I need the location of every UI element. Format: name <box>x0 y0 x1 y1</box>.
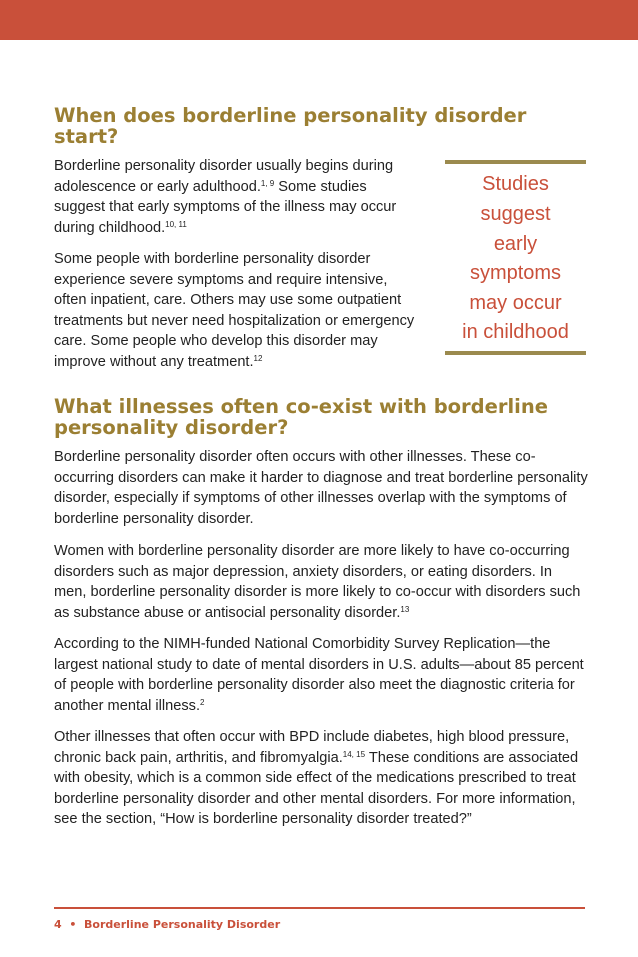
pull-quote-bottom-rule <box>445 351 586 355</box>
paragraph-other-illnesses: Other illnesses that often occur with BPD include diabetes, high blood pressure, chronic back pain, arthritis, and fibromyalgia.$^{14, 15}$ These conditions are associated with obesity, which is a common side effect of the medications prescribed to treat borderline personality disorder and other mental disorders. For more information, see the section, “How is borderline personality disorder treated?” <box>54 729 579 827</box>
citation: 14, 15 <box>342 749 366 759</box>
citation: 13 <box>400 604 410 614</box>
pull-quote-line: Studies <box>482 173 549 195</box>
pull-quote-line: in childhood <box>462 321 569 343</box>
page-footer <box>54 918 280 931</box>
pull-quote-top-rule <box>445 160 586 164</box>
page-number: 4 <box>54 918 62 931</box>
citation: 2 <box>200 697 205 707</box>
pull-quote-line: suggest <box>480 203 551 225</box>
top-color-band <box>0 0 638 40</box>
paragraph-treatment-severity: Some people with borderline personality disorder experience severe symptoms and require intensive, often inpatient, care. Others may use some outpatient treatments but never need hospitalization or emergency care. Some people who develop this disorder may improve without any treatment.$^{12}$ <box>54 251 415 370</box>
pull-quote-line: may occur <box>469 292 562 314</box>
section-heading-start: When does borderline personality disorder start? <box>54 104 527 148</box>
footer-rule <box>54 907 585 909</box>
paragraph-women-men: Women with borderline personality disorder are more likely to have co-occurring disorders such as major depression, anxiety disorders, or eating disorders. In men, borderline personality disorder is more likely to co-occur with disorders such as substance abuse or antisocial personality disorder.$^{13}$ <box>54 543 581 621</box>
citation: 1, 9 <box>260 178 275 188</box>
pull-quote-line: symptoms <box>469 262 562 284</box>
citation: 12 <box>253 353 263 363</box>
pull-quote-line: early <box>493 233 538 255</box>
footer-title: Borderline Personality Disorder <box>84 918 281 931</box>
paragraph-co-occurring: Borderline personality disorder often occurs with other illnesses. These co-occurring disorders can make it harder to diagnose and treat borderline personality disorder, especially if symptoms of other illnesses overlap with the symptoms of borderline personality disorder. <box>54 449 588 527</box>
section-heading-coexist: What illnesses often co-exist with borderline personality disorder? <box>54 395 548 439</box>
citation: 10, 11 <box>165 219 187 229</box>
paragraph-nimh-survey: According to the NIMH-funded National Comorbidity Survey Replication—the largest national study to date of mental disorders in U.S. adults—about 85 percent of people with borderline personality disorder also meet the diagnostic criteria for another mental illness.$^2$ <box>54 636 584 714</box>
footer-bullet: • <box>69 918 77 931</box>
paragraph-onset: Borderline personality disorder usually begins during adolescence or early adulthood.$^{1, 9}$ Some studies suggest that early symptoms of the illness may occur during childhood.$^{10, 11}$ <box>54 158 397 236</box>
